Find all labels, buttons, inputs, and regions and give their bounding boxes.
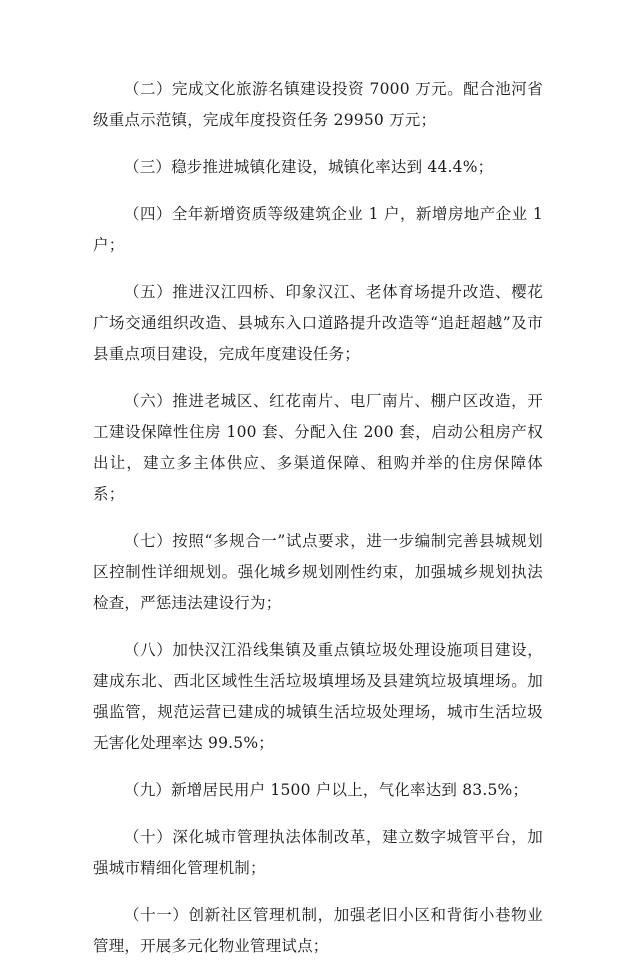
- paragraph-item-2: （二）完成文化旅游名镇建设投资 7000 万元。配合池河省级重点示范镇，完成年度投资任务 29950 万元；: [93, 80, 543, 129]
- paragraph-item-5: （五）推进汉江四桥、印象汉江、老体育场提升改造、樱花广场交通组织改造、县城东入口道路提升改造等“追赶超越”及市县重点项目建设，完成年度建设任务；: [93, 283, 543, 363]
- paragraph-item-6: （六）推进老城区、红花南片、电厂南片、棚户区改造，开工建设保障性住房 100 套、分配入住 200 套，启动公租房产权出让，建立多主体供应、多渠道保障、租购并举的住房保障体系；: [93, 392, 543, 503]
- paragraph-item-9: （九）新增居民用户 1500 户以上，气化率达到 83.5%；: [124, 781, 529, 799]
- paragraph-item-3: （三）稳步推进城镇化建设，城镇化率达到 44.4%；: [124, 158, 494, 176]
- paragraph-item-7: （七）按照“多规合一”试点要求，进一步编制完善县城规划区控制性详细规划。强化城乡规划刚性约束，加强城乡规划执法检查，严惩违法建设行为；: [93, 532, 543, 612]
- paragraph-item-4: （四）全年新增资质等级建筑企业 1 户，新增房地产企业 1 户；: [93, 205, 543, 254]
- paragraph-item-11: （十一）创新社区管理机制，加强老旧小区和背街小巷物业管理，开展多元化物业管理试点；: [93, 906, 543, 955]
- paragraph-item-10: （十）深化城市管理执法体制改革，建立数字城管平台，加强城市精细化管理机制；: [93, 828, 543, 877]
- document-body: [93, 74, 543, 978]
- paragraph-item-8: （八）加快汉江沿线集镇及重点镇垃圾处理设施项目建设，建成东北、西北区域性生活垃圾填埋场及县建筑垃圾填埋场。加强监管，规范运营已建成的城镇生活垃圾处理场，城市生活垃圾无害化处理率达 99.5%；: [93, 641, 543, 752]
